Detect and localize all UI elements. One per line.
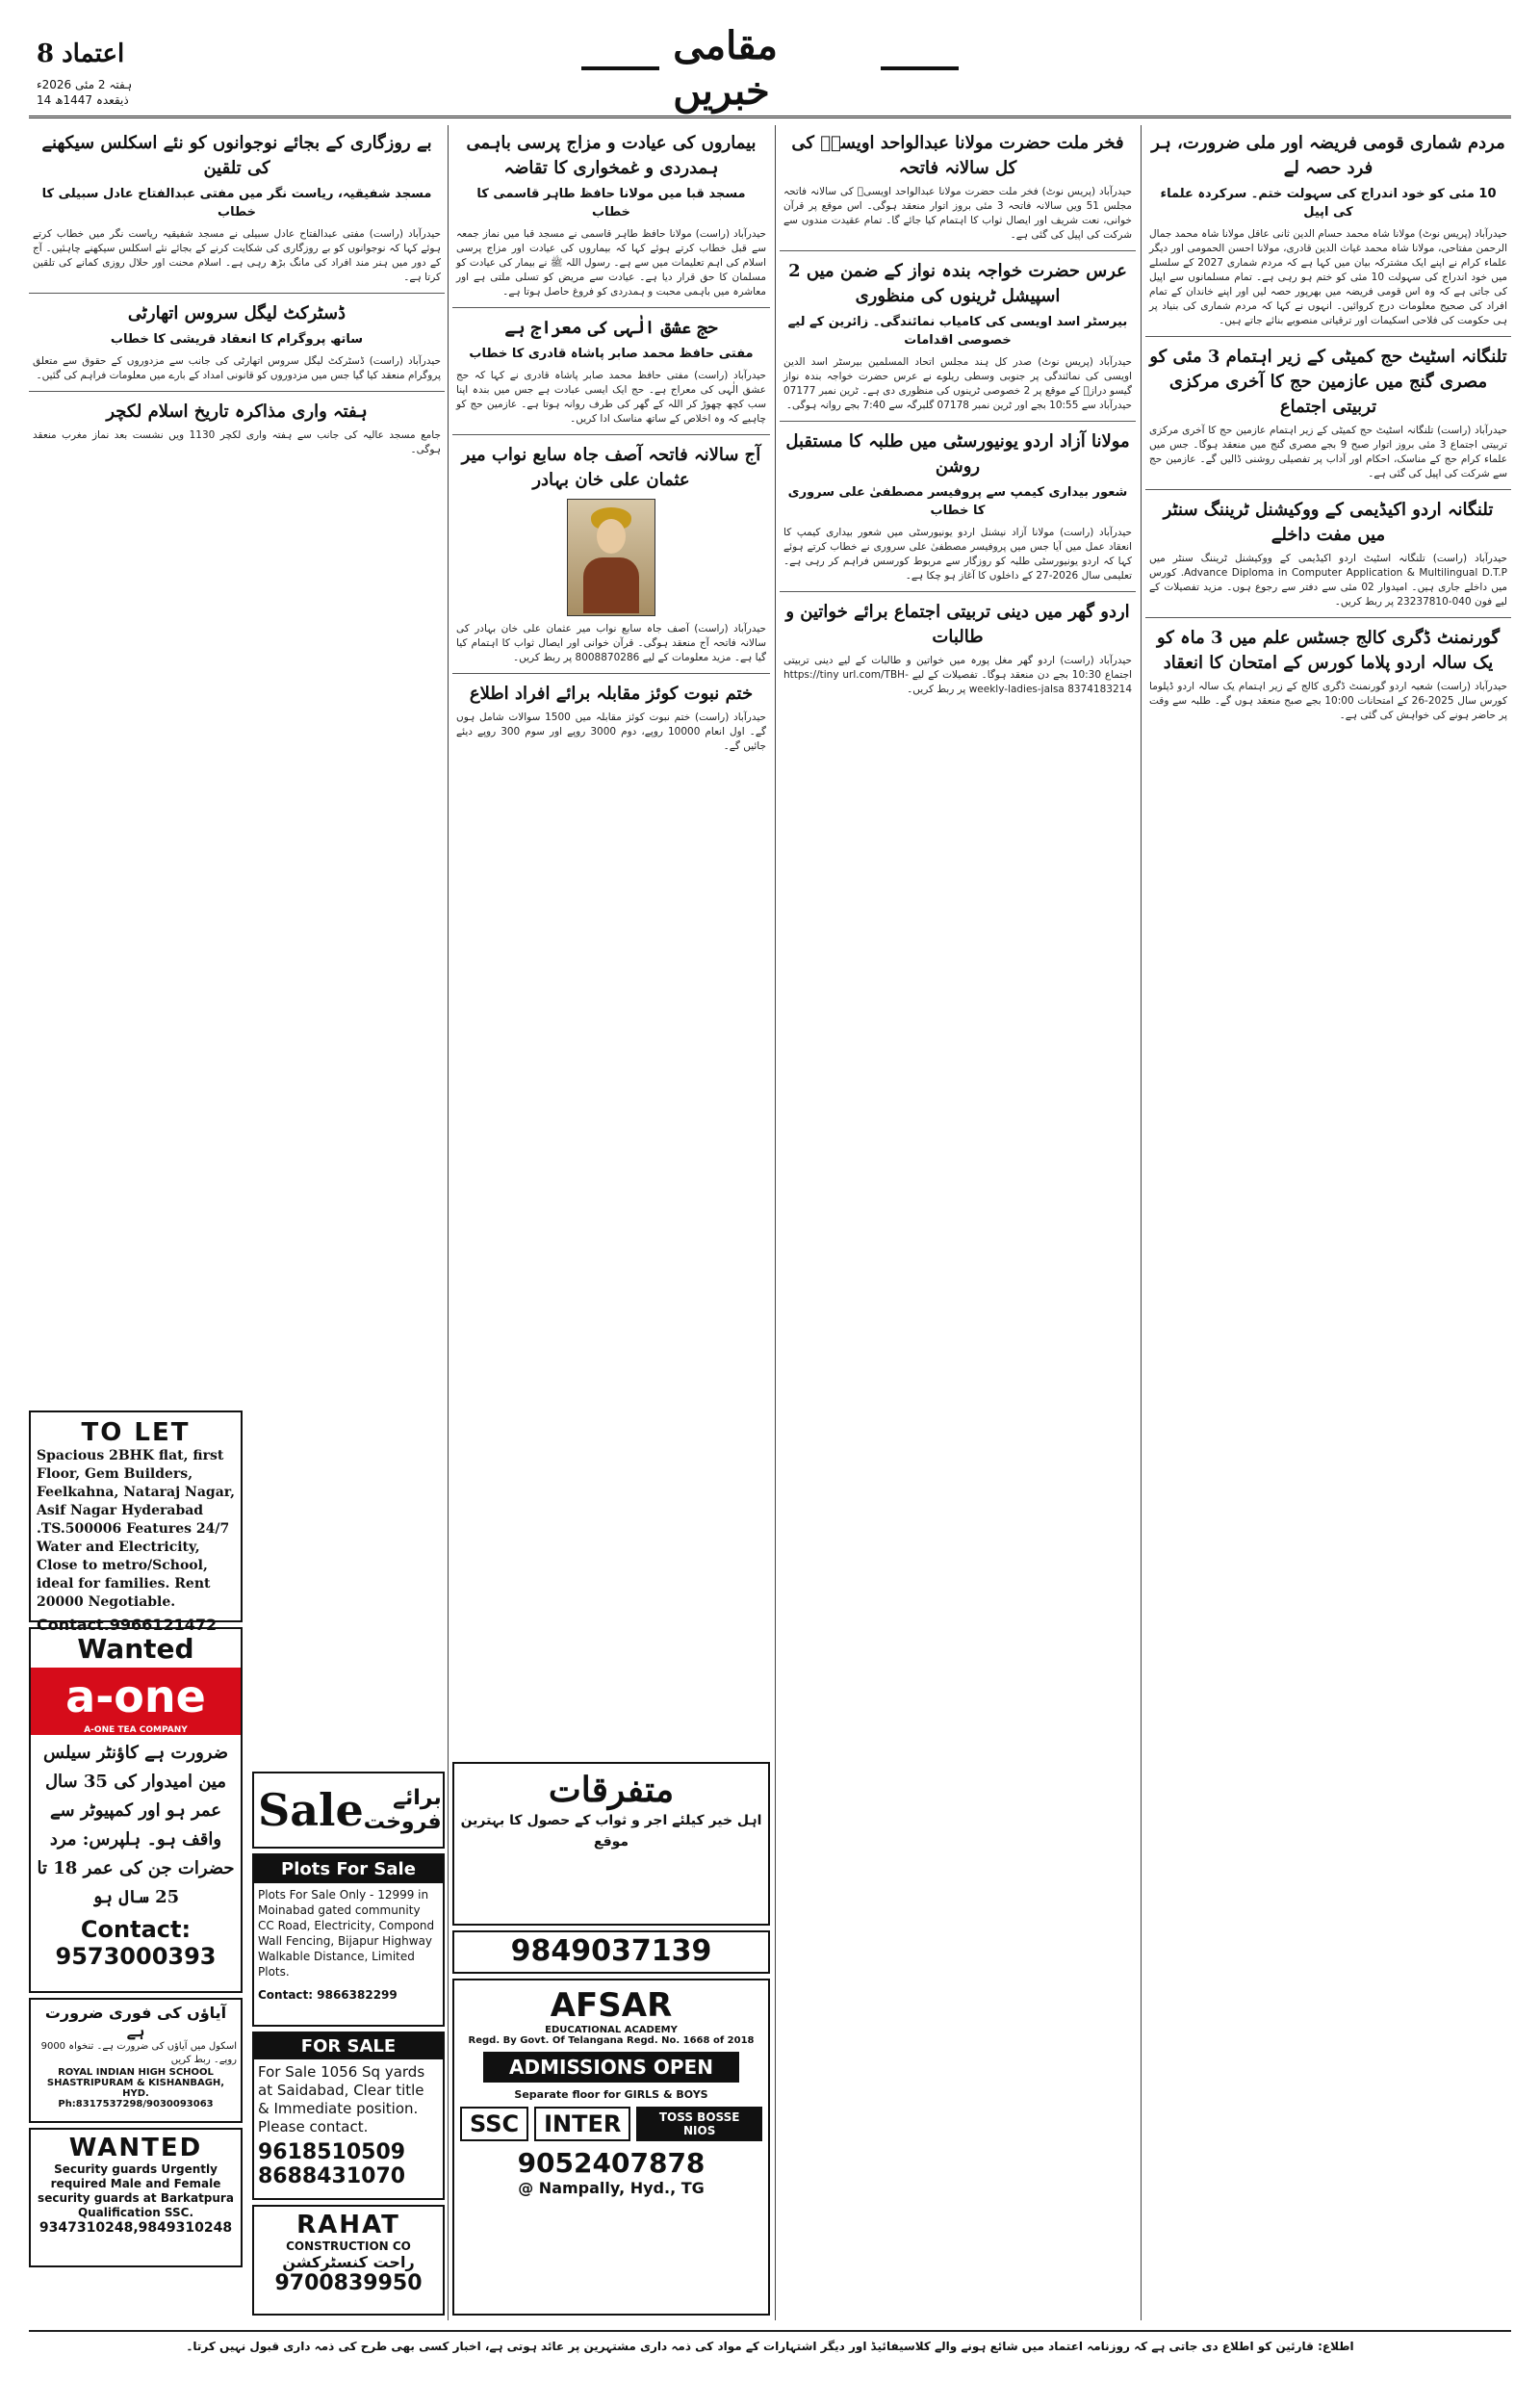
article-body: حیدرآباد (راست) شعبہ اردو گورنمنٹ ڈگری کالج کے زیر اہتمام یک سالہ اردو ڈپلوما کورس سال 2025-26 کے امتحانات 10:00 بجے صبح منعقد ہوں گے۔ طلبہ سے وقت پر حاضر ہونے کی خواہش کی گئی ہے۔ (1149, 681, 1507, 721)
ad-body: For Sale 1056 Sq yards at Saidabad, Clear title & Immediate position. Please contact. (258, 2063, 425, 2135)
ad-title: TO LET (81, 1418, 191, 1447)
article-body: حیدرآباد (راست) مولانا آزاد نیشنل اردو یونیورسٹی میں شعور بیداری کیمپ کا انعقاد عمل میں آیا جس میں پروفیسر مصطفیٰ علی سروری نے خطاب کرتے ہوئے کہا کہ اردو یونیورسٹی طلبہ کو روزگار سے مربوط کورسس فراہم کر رہی ہے۔ تعلیمی سال 2026-27 کے داخلوں کا آغاز ہو چکا ہے۔ (783, 527, 1132, 582)
ad-phone: 9573000393 (55, 1943, 217, 1970)
ad-for-sale (252, 2032, 445, 2200)
article-body: حیدرآباد (راست) تلنگانہ اسٹیٹ حج کمیٹی کے زیر اہتمام عازمین حج کا آخری مرکزی تربیتی اجتماع 3 مئی بروز اتوار صبح 9 بجے مصری گنج میں منعقد ہوگا۔ جس میں علماء کرام حج کے مناسک، احکام اور آداب پر تفصیلی روشنی ڈالیں گے۔ عازمین حج سے شرکت کی اپیل کی گئی ہے۔ (1149, 425, 1507, 479)
ad-phone: Ph:8317537298/9030093063 (58, 2099, 214, 2109)
ad-title: Plots For Sale (254, 1855, 443, 1883)
article-headline: گورنمنٹ ڈگری کالج جسٹس علم میں 3 ماہ کو یک سالہ اردو پلاما کورس کے امتحان کا انعقاد (1156, 628, 1501, 673)
ad-title: Wanted (77, 1632, 194, 1665)
brand-name: a-one (65, 1670, 206, 1722)
article-headline: تلنگانہ اردو اکیڈیمی کے ووکیشنل ٹریننگ سنٹر میں مفت داخلے (1163, 500, 1494, 545)
ad-contact: Contact.9966121472 (37, 1616, 218, 1634)
article-headline: مولانا آزاد اردو یونیورسٹی میں طلبہ کا مستقبل روشن (785, 431, 1130, 477)
divider (780, 421, 1136, 422)
sale-word: Sale (258, 1784, 364, 1836)
ad-floor-note: Separate floor for GIRLS & BOYS (514, 2088, 708, 2101)
article-body: حیدرآباد (پریس نوٹ) مولانا شاہ محمد حسام الدین ثانی عاقل مولانا شاہ محمد جمال الرحمن مفتاحی، مولانا شاہ محمد غیاث الدین قادری، مولانا احسن الحمومی اور دیگر علماء کرام نے اپنے ایک مشترکہ بیان میں کہا ہے کہ مردم شماری 2027 کے سلسلے میں خود اندراج کی سہولت 10 مئی کو ختم ہو رہی ہے۔ تمام مسلمانوں سے اپیل کی جاتی ہے کہ وہ اس قومی فریضہ میں بھرپور حصہ لیں اور اپنے خاندان کے تمام افراد کی صحیح معلومات درج کروائیں۔ انہوں نے کہا کہ مردم شماری کی بنیاد پر ہی حکومت کی فلاحی اسکیمات اور ترقیاتی منصوبے بنائے جاتے ہیں۔ (1149, 228, 1507, 326)
ad-rahat-construction (252, 2205, 445, 2316)
article-deck: مسجد قبا میں مولانا حافظ طاہر قاسمی کا خطاب (476, 187, 746, 220)
hijri-date: 14 ذیقعدہ 1447ھ (37, 93, 129, 107)
masthead (29, 23, 1511, 118)
page-number: 8 (37, 39, 55, 68)
article-deck: مسجد شفیقیہ، ریاست نگر میں مفتی عبدالفتاح عادل سبیلی کا خطاب (41, 187, 432, 220)
article-body: حیدرآباد (راست) مفتی حافظ محمد صابر پاشاہ قادری نے کہا کہ حج عشق الٰہی کی معراج ہے۔ حج ایک ایسی عبادت ہے جس میں بندہ اپنا سب کچھ چھوڑ کر اللہ کے گھر کی طرف روانہ ہوتا ہے۔ عازمین حج کو چاہیے کہ وہ اخلاص کے ساتھ مناسک ادا کریں۔ (456, 370, 766, 425)
ad-body: اسکول میں آیاؤں کی ضرورت ہے۔ تنخواہ 9000 روپے۔ ربط کریں (40, 2041, 237, 2065)
ad-phone-strip: 9849037139 (452, 1930, 770, 1974)
ad-location: @ Nampally, Hyd., TG (518, 2179, 705, 2197)
article-headline: ختم نبوت کوئز مقابلہ برائے افراد اطلاع (469, 684, 754, 704)
article-deck: بیرسٹر اسد اویسی کی کامیاب نمائندگی۔ زائرین کے لیے خصوصی اقدامات (787, 315, 1128, 348)
ad-body: اہل خیر کیلئے اجر و ثواب کے حصول کا بہترین موقع (460, 1813, 762, 1850)
course-chips (460, 2107, 762, 2141)
ad-school-aya (29, 1998, 243, 2123)
divider (452, 307, 770, 308)
divider (1145, 617, 1511, 618)
ad-contact: Contact: 9866382299 (258, 1988, 398, 2002)
ad-registration: Regd. By Govt. Of Telangana Regd. No. 1668 of 2018 (468, 2035, 755, 2046)
article-headline: فخر ملت حضرت مولانا عبدالواحد اویسیؒ کی کل سالانہ فاتحہ (791, 133, 1124, 178)
column-separator (1141, 125, 1142, 2320)
article-headline: مردم شماری قومی فریضہ اور ملی ضرورت، ہر فرد حصہ لے (1151, 133, 1505, 178)
course-chip-ssc: SSC (460, 2107, 528, 2141)
divider (780, 591, 1136, 592)
article-headline: اردو گھر میں دینی تربیتی اجتماع برائے خواتین و طالبات (785, 602, 1130, 647)
course-chip-toss: TOSS BOSSE NIOS (636, 2107, 762, 2141)
article-deck: مفتی حافظ محمد صابر پاشاہ قادری کا خطاب (469, 347, 754, 361)
article-deck: شعور بیداری کیمپ سے پروفیسر مصطفیٰ علی سروری کا خطاب (787, 485, 1128, 518)
ad-body: ضرورت ہے کاؤنٹر سیلس مین امیدوار کی 35 سال عمر ہو اور کمپیوٹر سے واقف ہو۔ ہلپرس: مرد حضرات جن کی عمر 18 تا 25 سال ہو (37, 1743, 235, 1907)
article-body: حیدرآباد (راست) ختم نبوت کوئز مقابلہ میں 1500 سوالات شامل ہوں گے۔ اول انعام 10000 روپے، دوم 3000 روپے اور سوم 300 روپے دیئے جائیں گے۔ (456, 712, 767, 752)
section-title-text: مقامی خبریں (673, 23, 778, 114)
article-headline: تلنگانہ اسٹیٹ حج کمیٹی کے زیر اہتمام 3 مئی کو مصری گنج میں عازمین حج کا آخری مرکزی تربیتی اجتماع (1149, 347, 1507, 417)
school-name: ROYAL INDIAN HIGH SCHOOL SHASTRIPURAM & KISHANBAGH, HYD. (46, 2067, 225, 2099)
ad-plots-for-sale (252, 1853, 445, 2027)
admissions-open-banner: ADMISSIONS OPEN (483, 2052, 739, 2083)
divider (1145, 336, 1511, 337)
newspaper-page (29, 23, 1511, 2378)
ad-phone: 9700839950 (274, 2271, 423, 2295)
article-headline: بیماروں کی عیادت و مزاج پرسی باہمی ہمدردی و غمخواری کا تقاضہ (466, 133, 757, 178)
article-headline: عرس حضرت خواجہ بندہ نواز کے ضمن میں 2 اسپیشل ٹرینوں کی منظوری (788, 261, 1127, 306)
article-body: حیدرآباد (پریس نوٹ) صدر کل ہند مجلس اتحاد المسلمین بیرسٹر اسد الدین اویسی کی نمائندگی پر جنوبی وسطی ریلوے نے عرس حضرت خواجہ بندہ نواز گیسو درازؒ کے موقع پر 2 خصوصی ٹرینوں کی منظوری دی ہے۔ ٹرین نمبر 07177 حیدرآباد سے 10:55 بجے اور ٹرین نمبر 07178 گلبرگہ سے 7:40 بجے روانہ ہوگی۔ (783, 356, 1132, 411)
ad-body: Security guards Urgently required Male and Female security guards at Barkatpura Qualification SSC. (38, 2162, 234, 2219)
column-1 (1145, 125, 1511, 2320)
ad-phone: 9347310248,9849310248 (38, 2220, 233, 2236)
ad-phone: 9052407878 (517, 2147, 706, 2179)
ad-to-let (29, 1411, 243, 1634)
article-body: حیدرآباد (راست) اردو گھر مغل پورہ میں خواتین و طالبات کے لیے دینی تربیتی اجتماع 10:30 بجے دن منعقد ہوگا۔ تفصیلات کے لیے https://tiny url.com/TBH-weekly-ladies-jalsa 8374183214 پر ربط کریں۔ (783, 655, 1132, 695)
title-bar-left (581, 66, 659, 70)
article-headline: بے روزگاری کے بجائے نوجوانوں کو نئے اسکلس سیکھنے کی تلقین (41, 133, 432, 178)
masthead-logo (37, 35, 142, 73)
ad-title: RAHAT (296, 2211, 400, 2239)
article-deck: 10 مئی کو خود اندراج کی سہولت ختم۔ سرکردہ علماء کی اپیل (1160, 187, 1497, 220)
article-body: حیدرآباد (راست) مفتی عبدالفتاح عادل سبیلی نے مسجد شفیقیہ ریاست نگر میں خطاب کرتے ہوئے کہا کہ نوجوانوں کو بے روزگاری کی شکایت کرنے کے بجائے نئے اسکلس سیکھنے چاہئیں۔ آج کے دور میں ہنر مند افراد کی مانگ بڑھ رہی ہے۔ اسلام محنت اور حلال روزی کمانے کی تلقین کرتا ہے۔ (33, 228, 441, 283)
divider (452, 673, 770, 674)
portrait-face (597, 519, 626, 554)
ad-body: Plots For Sale Only - 12999 in Moinabad gated community CC Road, Electricity, Compond Wall Fencing, Bijapur Highway Walkable Distance, Limited Plots. (258, 1888, 435, 1979)
ad-wanted-security (29, 2128, 243, 2267)
article-headline: ڈسٹرکٹ لیگل سروس اتھارٹی (127, 303, 346, 324)
a-one-logo (31, 1668, 241, 1735)
article-body: حیدرآباد (راست) مولانا حافظ طاہر قاسمی نے مسجد قبا میں نماز جمعہ سے قبل خطاب کرتے ہوئے کہا کہ بیماروں کی عیادت اور مزاج پرسی اسلام کی اہم تعلیمات میں سے ہے۔ رسول اللہ ﷺ نے بیمار کی عیادت کو مسلمان کا حق قرار دیا ہے۔ عیادت سے مریض کو تسلی ملتی ہے اور معاشرہ میں باہمی محبت و ہمدردی کو فروغ حاصل ہوتا ہے۔ (456, 228, 766, 298)
nizam-portrait (567, 499, 655, 616)
ad-title: FOR SALE (254, 2033, 443, 2059)
ad-subtitle: EDUCATIONAL ACADEMY (545, 2025, 678, 2035)
course-chip-inter: INTER (534, 2107, 630, 2141)
ad-title: AFSAR (550, 1986, 673, 2025)
ad-phone: 8688431070 (258, 2164, 406, 2188)
date-line (37, 77, 132, 108)
ad-title: آیاؤں کی فوری ضرورت ہے (44, 2004, 227, 2040)
column-separator (775, 125, 776, 2320)
portrait-body (583, 557, 639, 613)
ad-wanted-a-one (29, 1627, 243, 1993)
article-body: حیدرآباد (راست) ڈسٹرکٹ لیگل سروس اتھارٹی کی جانب سے مزدوروں کے حقوق سے متعلق پروگرام منعقد کیا گیا جس میں مزدوروں کو قانونی امداد کے بارے میں معلومات فراہم کی گئیں۔ (33, 355, 441, 381)
gregorian-date: ہفتہ 2 مئی 2026ء (37, 78, 133, 91)
column-3 (452, 125, 770, 1752)
ad-title: WANTED (68, 2134, 203, 2162)
ad-phone: 9618510509 (258, 2140, 406, 2164)
ad-title: متفرقات (548, 1770, 675, 1810)
ad-afsar-academy (452, 1979, 770, 2316)
ad-contact-label: Contact: (80, 1916, 192, 1943)
ad-mutafarriqat (452, 1762, 770, 1926)
ad-body: Spacious 2BHK flat, first Floor, Gem Builders, Feelkahna, Nataraj Nagar, Asif Nagar Hyderabad .TS.500006 Features 24/7 Water and Electricity, Close to metro/School, ideal for families. Rent 20000 Negotiable. (37, 1448, 236, 1610)
divider (452, 434, 770, 435)
column-separator (448, 125, 449, 2320)
article-headline: آج سالانہ فاتحہ آصف جاہ سابع نواب میر عثمان علی خان بہادر (461, 445, 761, 490)
divider (29, 293, 445, 294)
article-body: حیدرآباد (راست) آصف جاہ سابع نواب میر عثمان علی خان بہادر کی سالانہ فاتحہ آج منعقد ہوگی۔ قرآن خوانی اور ایصال ثواب کا اہتمام کیا گیا ہے۔ مزید معلومات کے لیے 8008870286 پر ربط کریں۔ (456, 623, 766, 663)
footer-notice: اطلاع: قارئین کو اطلاع دی جاتی ہے کہ روزنامہ اعتماد میں شائع ہونے والے کلاسیفائیڈ اور دیگر اشتہارات کے مواد کی ذمہ داری مشتہرین پر عائد ہوتی ہے، اخبار کسی بھی طرح کی ذمہ داری قبول نہیں کرتا۔ (29, 2330, 1511, 2386)
newspaper-name: اعتماد (62, 39, 125, 68)
section-title (568, 23, 972, 114)
ad-urdu-name: راحت کنسٹرکشن (282, 2253, 415, 2271)
divider (1145, 489, 1511, 490)
divider (780, 250, 1136, 251)
article-deck: ساتھ پروگرام کا انعقاد قریشی کا خطاب (110, 332, 364, 347)
article-headline: ہفتہ واری مذاکرہ تاریخ اسلام لکچر (106, 401, 368, 422)
title-bar-right (881, 66, 959, 70)
ad-subtitle: CONSTRUCTION CO (286, 2239, 411, 2253)
article-headline: حج عشق الٰہی کی معراج ہے (504, 318, 718, 338)
divider (29, 391, 445, 392)
article-body: حیدرآباد (راست) تلنگانہ اسٹیٹ اردو اکیڈیمی کے ووکیشنل ٹریننگ سنٹر میں Advance Diploma in Computer Application & Multilingual D.T.P. کورس میں داخلے جاری ہیں۔ امیدوار 02 مئی سے دفتر سے رجوع ہوں۔ مزید تفصیلات کے لیے فون 040-23237810 پر ربط کریں۔ (1149, 553, 1507, 608)
column-2 (780, 125, 1136, 2320)
sale-urdu: برائے فروخت (363, 1786, 442, 1834)
article-body: حیدرآباد (پریس نوٹ) فخر ملت حضرت مولانا عبدالواحد اویسیؒ کی سالانہ فاتحہ مجلس 51 ویں سالانہ فاتحہ 3 مئی بروز اتوار منعقد ہوگی۔ اس موقع پر قرآن خوانی، نعت شریف اور ایصال ثواب کا اہتمام کیا جائے گا۔ تمام عقیدت مندوں سے شرکت کی اپیل کی گئی ہے۔ (783, 186, 1132, 241)
column-4 (29, 125, 445, 1401)
article-body: جامع مسجد عالیہ کی جانب سے ہفتہ واری لکچر 1130 ویں نشست بعد نماز مغرب منعقد ہوگی۔ (33, 429, 441, 455)
brand-sub: A-ONE TEA COMPANY (84, 1725, 188, 1735)
ad-sale-banner (252, 1772, 445, 1849)
